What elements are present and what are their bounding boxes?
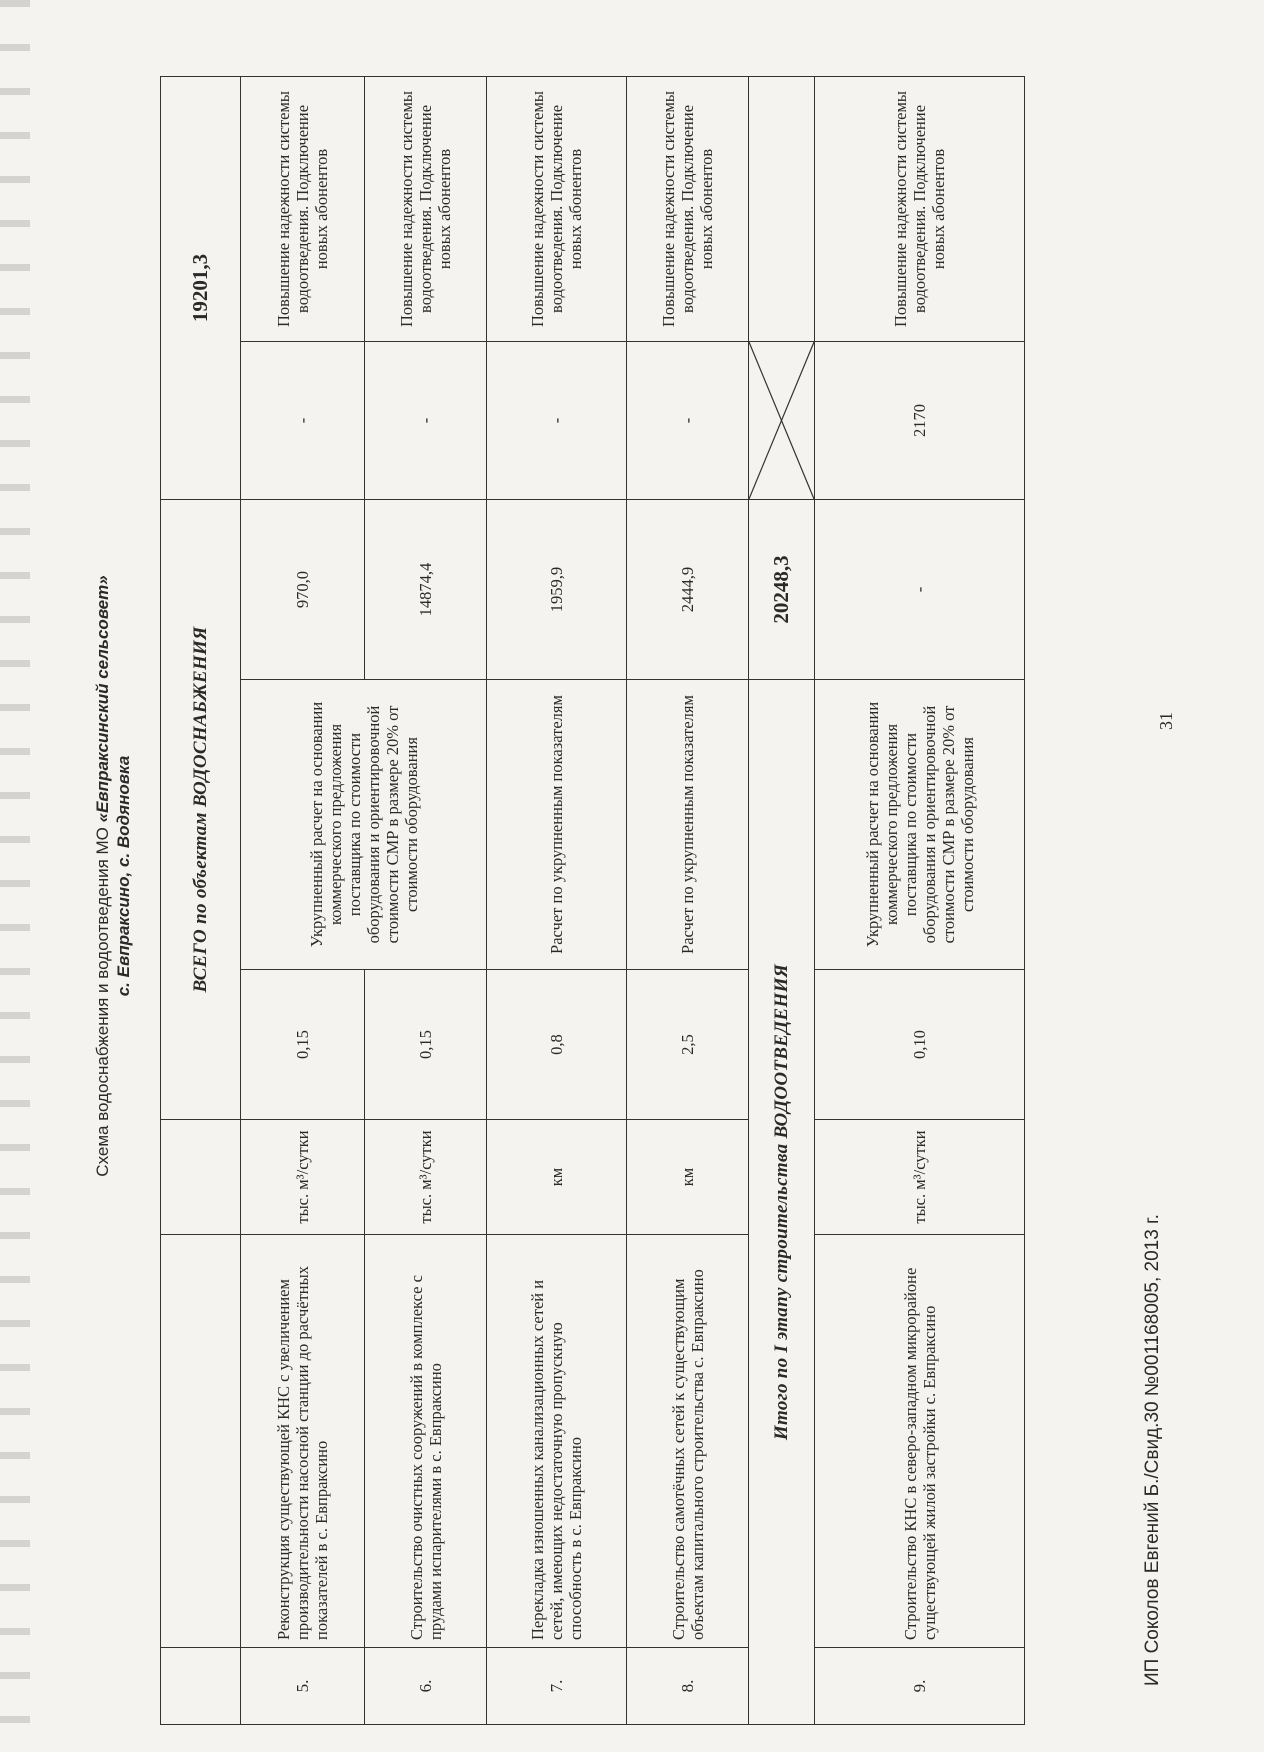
row-goal: Повышение надежности системы водоотведения. Подключение новых абонентов: [627, 76, 749, 341]
row-cost-stage2: 2170: [815, 341, 1025, 499]
total-supply-row: [161, 76, 241, 1724]
row-cost-stage2: -: [627, 341, 749, 499]
total-supply-label: ВСЕГО по объектам ВОДОСНАБЖЕНИЯ: [161, 499, 241, 1119]
header-villages: с. Евпраксино, с. Водяновка: [114, 755, 133, 997]
row-number: 9.: [815, 1648, 1025, 1725]
row-number: 6.: [365, 1648, 487, 1725]
table-row: [815, 76, 1025, 1724]
footer-author: ИП Соколов Евгений Б./Свид.30 №001168005, 2013 г.: [1142, 1214, 1163, 1686]
row-goal: Повышение надежности системы водоотведения. Подключение новых абонентов: [241, 76, 365, 341]
row-unit: тыс. м³/сутки: [365, 1120, 487, 1235]
row-cost-stage1: -: [815, 499, 1025, 679]
row-method: Расчет по укрупненным показателям: [487, 680, 627, 970]
table-row: [627, 76, 749, 1724]
header-municipality: «Евпраксинский сельсовет»: [93, 575, 112, 823]
row-cost-stage2: -: [241, 341, 365, 499]
row-method: Укрупненный расчет на основании коммерческого предложения поставщика по стоимости оборудования и ориентировочной стоимости СМР в размере 20% от стоимости оборудования: [241, 680, 487, 970]
header-prefix: Схема водоснабжения и водоотведения МО: [93, 822, 112, 1177]
row-cost-stage1: 2444,9: [627, 499, 749, 679]
total-stage-label: Итого по I этапу строительства ВОДООТВЕДЕНИЯ: [749, 680, 815, 1725]
total-stage-value: 20248,3: [749, 499, 815, 679]
table-row: [241, 76, 365, 1724]
total-stage-row: [749, 76, 815, 1724]
row-name: Строительство очистных сооружений в комплексе с прудами испарителями в с. Евпраксино: [365, 1235, 487, 1648]
row-goal: Повышение надежности системы водоотведения. Подключение новых абонентов: [815, 76, 1025, 341]
row-unit: км: [487, 1120, 627, 1235]
row-capacity: 0,15: [365, 970, 487, 1120]
document-header: [92, 0, 134, 1752]
row-name: Строительство КНС в северо-западном микрорайоне существующей жилой застройки с. Евпраксино: [815, 1235, 1025, 1648]
row-number: 5.: [241, 1648, 365, 1725]
table-row: [487, 76, 627, 1724]
row-capacity: 2,5: [627, 970, 749, 1120]
row-cost-stage1: 1959,9: [487, 499, 627, 679]
row-capacity: 0,15: [241, 970, 365, 1120]
row-goal: Повышение надежности системы водоотведения. Подключение новых абонентов: [487, 76, 627, 341]
row-method: Укрупненный расчет на основании коммерческого предложения поставщика по стоимости оборудования и ориентировочной стоимости СМР в размере 20% от стоимости оборудования: [815, 680, 1025, 970]
row-name: Строительство самотёчных сетей к существующим объектам капитального строительства с. Евпраксино: [627, 1235, 749, 1648]
row-unit: тыс. м³/сутки: [815, 1120, 1025, 1235]
total-supply-value: 19201,3: [161, 76, 241, 499]
row-unit: км: [627, 1120, 749, 1235]
row-cost-stage1: 970,0: [241, 499, 365, 679]
page-number: 31: [1156, 712, 1176, 730]
row-name: Перекладка изношенных канализационных сетей и сетей, имеющих недостаточную пропускную способность в с. Евпраксино: [487, 1235, 627, 1648]
row-goal: Повышение надежности системы водоотведения. Подключение новых абонентов: [365, 76, 487, 341]
row-cost-stage1: 14874,4: [365, 499, 487, 679]
row-cost-stage2: -: [365, 341, 487, 499]
row-unit: тыс. м³/сутки: [241, 1120, 365, 1235]
crossed-cell: [749, 341, 815, 499]
row-capacity: 0,8: [487, 970, 627, 1120]
row-number: 7.: [487, 1648, 627, 1725]
row-capacity: 0,10: [815, 970, 1025, 1120]
cross-mark: [749, 342, 814, 499]
row-name: Реконструкция существующей КНС с увеличением производительности насосной станции до расчётных показателей в с. Евпраксино: [241, 1235, 365, 1648]
measures-table: [160, 76, 1025, 1725]
row-method: Расчет по укрупненным показателям: [627, 680, 749, 970]
row-number: 8.: [627, 1648, 749, 1725]
row-cost-stage2: -: [487, 341, 627, 499]
